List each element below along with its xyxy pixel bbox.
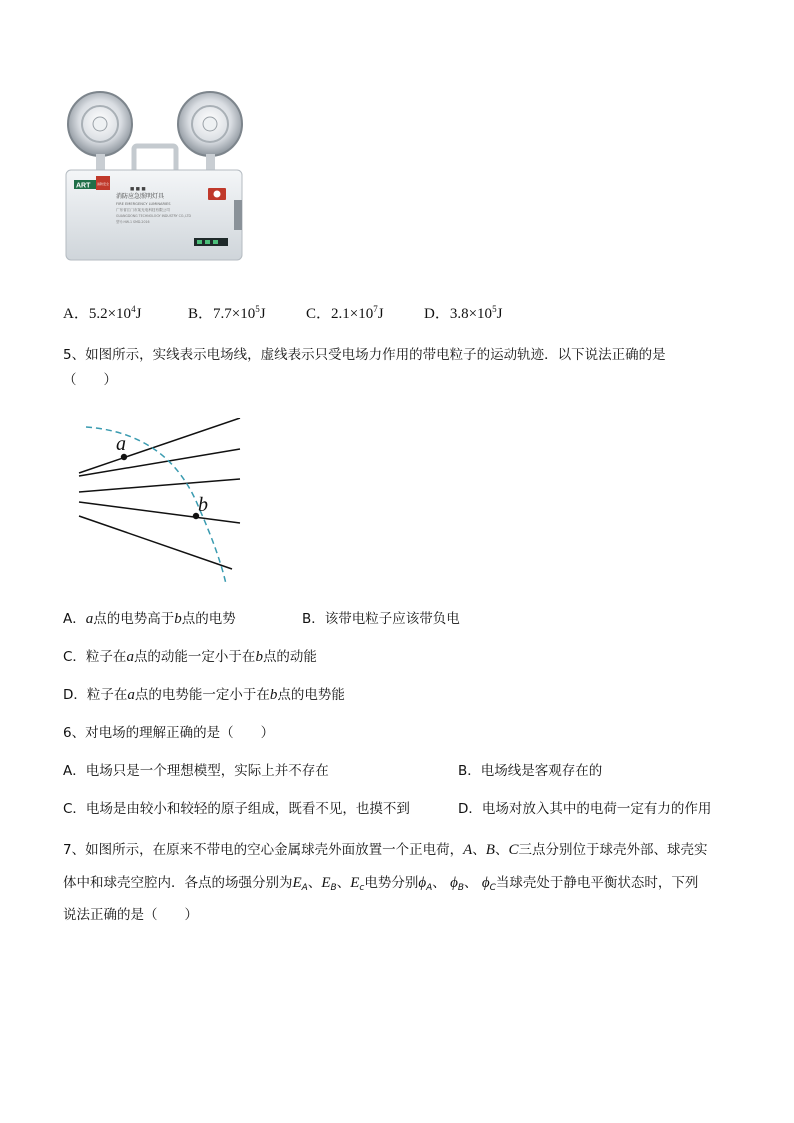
field-lines-svg (74, 418, 244, 586)
q5-option-d[interactable]: D．粒子在a点的电势能一定小于在b点的电势能 (63, 687, 345, 703)
lamp-company: 广东省江门市某光电科技有限公司 (116, 208, 170, 212)
q6-option-b[interactable]: B．电场线是客观存在的 (458, 763, 603, 779)
q5-field-diagram (74, 418, 244, 586)
label-b: b (198, 494, 208, 516)
q5-option-c[interactable]: C．粒子在a点的动能一定小于在b点的动能 (63, 649, 317, 665)
field-line-3 (79, 479, 240, 492)
q6-option-c[interactable]: C．电场是由较小和较轻的原子组成，既看不见，也摸不到 (63, 801, 410, 817)
q4-option-a[interactable]: A．$5.2\times 10^4J$ (63, 304, 142, 322)
q6-stem: 6、对电场的理解正确的是（ ） (63, 725, 275, 741)
q5-option-b[interactable]: B．该带电粒子应该带负电 (302, 611, 460, 627)
field-line-5 (79, 516, 232, 569)
label-a: a (116, 433, 126, 455)
lamp-title-cn: 消防应急照明灯具 (116, 193, 165, 200)
q6-option-d[interactable]: D．电场对放入其中的电荷一定有力的作用 (458, 801, 712, 817)
q7-stem-line3: 说法正确的是（ ） (63, 907, 198, 923)
q6-option-a[interactable]: A．电场只是一个理想模型，实际上并不存在 (63, 763, 329, 779)
lamp-company-en: GUANGDONG TECHNOLOGY INDUSTRY CO.,LTD (116, 214, 192, 218)
emergency-lamp-drawing (64, 88, 244, 263)
lamp-small-text: ■ ■ ■ (130, 187, 146, 192)
lamp-title-en: FIRE EMERGENCY LUMINARIES (116, 202, 171, 206)
q4-option-d[interactable]: D．$3.8\times 10^5J$ (424, 304, 503, 322)
field-line-2 (79, 449, 240, 476)
field-line-1 (79, 418, 240, 473)
q7-stem-line2: 体中和球壳空腔内．各点的场强分别为$E_A$、$E_B$、$E_c$电势分别$\phi_A$、 $\phi_B$、 $\phi_C$当球壳处于静电平衡状态时，下列 (63, 875, 699, 893)
q7-stem-line1: 7、如图所示，在原来不带电的空心金属球壳外面放置一个正电荷，A、B、C三点分别位于球壳外部、球壳实 (63, 842, 708, 858)
lamp-brand-text: ART (76, 182, 91, 190)
q5-stem: 5、如图所示，实线表示电场线，虚线表示只受电场力作用的带电粒子的运动轨迹．以下说法正确的是 (63, 347, 666, 363)
q5-answer-paren: （ ） (63, 372, 117, 388)
lamp-model: 型号:HW-1 SMD-2016 (116, 220, 150, 224)
q5-option-a[interactable]: A．a点的电势高于b点的电势 (63, 611, 236, 627)
emergency-lamp-image (64, 88, 244, 263)
lamp-brand-red-text: 消防安全 (97, 182, 110, 186)
q4-option-c[interactable]: C．$2.1\times 10^7J$ (306, 304, 384, 322)
field-line-4 (79, 502, 240, 523)
q4-option-b[interactable]: B．$7.7\times 10^5J$ (188, 304, 266, 322)
